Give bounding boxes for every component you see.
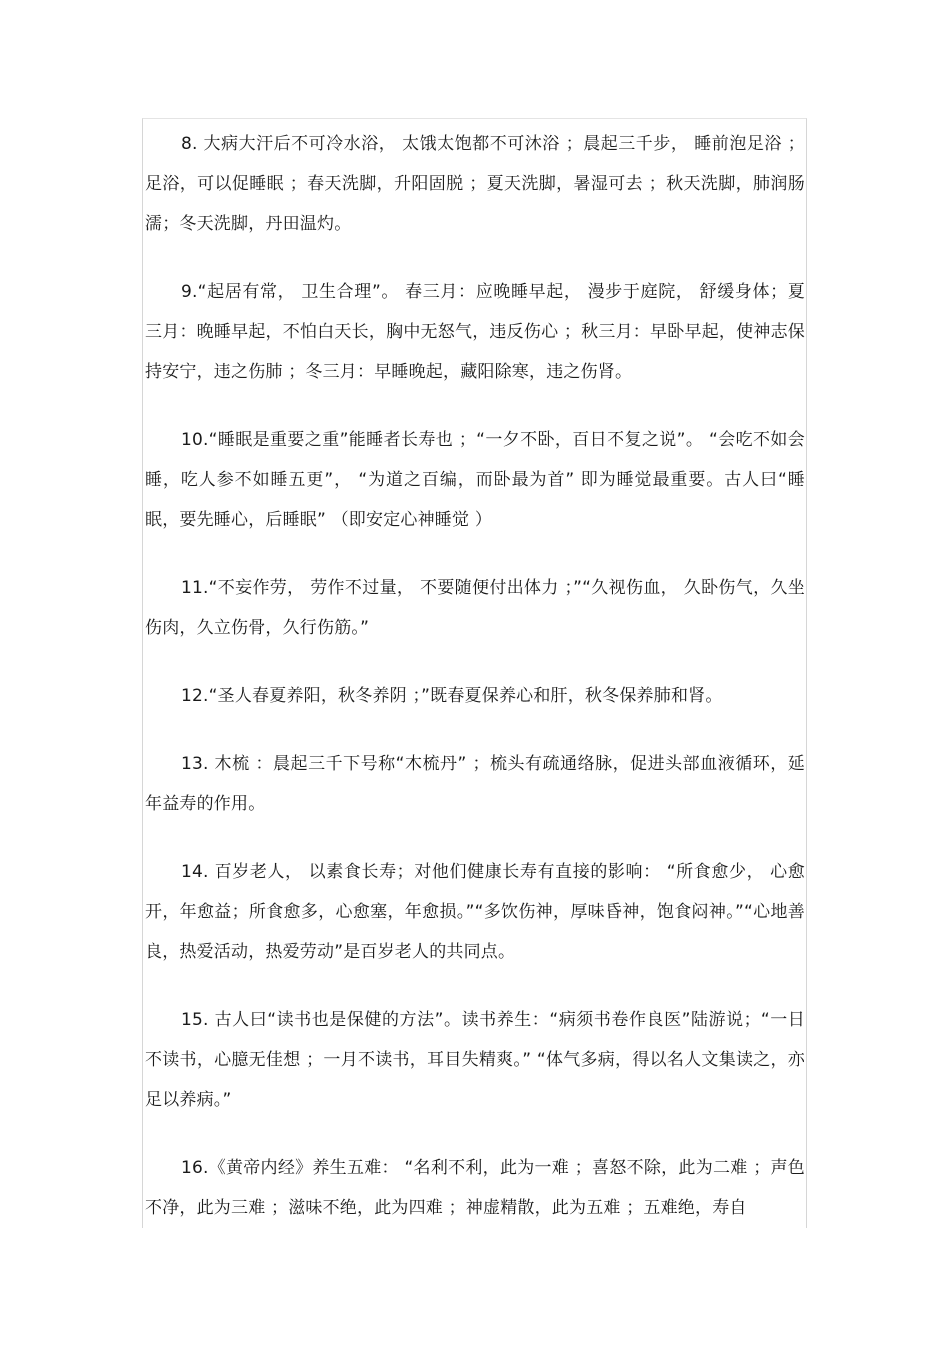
paragraph-16: 16.《黄帝内经》养生五难： “名利不利，此为一难 ；喜怒不除，此为二难 ；声色不净，此为三难 ；滋味不绝，此为四难 ；神虚精散，此为五难 ；五难绝，寿自 bbox=[145, 1158, 805, 1218]
document-body bbox=[145, 124, 805, 1228]
paragraph-13: 13. 木梳 ：晨起三千下号称“木梳丹” ；梳头有疏通络脉，促进头部血液循环，延年益寿的作用。 bbox=[145, 754, 805, 814]
paragraph-15: 15. 古人曰“读书也是保健的方法”。读书养生：“病须书卷作良医”陆游说；“一日不读书，心臆无佳想 ；一月不读书，耳目失精爽。” “体气多病，得以名人文集读之，亦足以养病。” bbox=[145, 1010, 805, 1110]
paragraph-10: 10.“睡眠是重要之重”能睡者长寿也 ；“一夕不卧，百日不复之说”。 “会吃不如会睡，吃人参不如睡五更”， “为道之百编，而卧最为首” 即为睡觉最重要。古人曰“睡眠，要先睡心，后睡眠” （即安定心神睡觉 ） bbox=[145, 430, 805, 530]
paragraph-14: 14. 百岁老人， 以素食长寿；对他们健康长寿有直接的影响： “所食愈少， 心愈开，年愈益；所食愈多，心愈塞，年愈损。”“多饮伤神，厚味昏神，饱食闷神。”“心地善良，热爱活动，热爱劳动”是百岁老人的共同点。 bbox=[145, 862, 805, 962]
paragraph-9: 9.“起居有常， 卫生合理”。 春三月：应晚睡早起， 漫步于庭院， 舒缓身体；夏三月：晚睡早起，不怕白天长，胸中无怒气，违反伤心 ；秋三月：早卧早起，使神志保持安宁，违之伤肺 ；冬三月：早睡晚起，藏阳除寒，违之伤肾。 bbox=[145, 282, 805, 382]
paragraph-12: 12.“圣人春夏养阳，秋冬养阴 ；”既春夏保养心和肝，秋冬保养肺和肾。 bbox=[181, 686, 723, 706]
paragraph-8: 8. 大病大汗后不可冷水浴， 太饿太饱都不可沐浴 ；晨起三千步， 睡前泡足浴 ；足浴，可以促睡眠 ；春天洗脚，升阳固脱 ；夏天洗脚，暑湿可去 ；秋天洗脚，肺润肠濡；冬天洗脚，丹田温灼。 bbox=[145, 134, 805, 234]
paragraph-11: 11.“不妄作劳， 劳作不过量， 不要随便付出体力 ；”“久视伤血， 久卧伤气，久坐伤肉，久立伤骨，久行伤筋。” bbox=[145, 578, 805, 638]
